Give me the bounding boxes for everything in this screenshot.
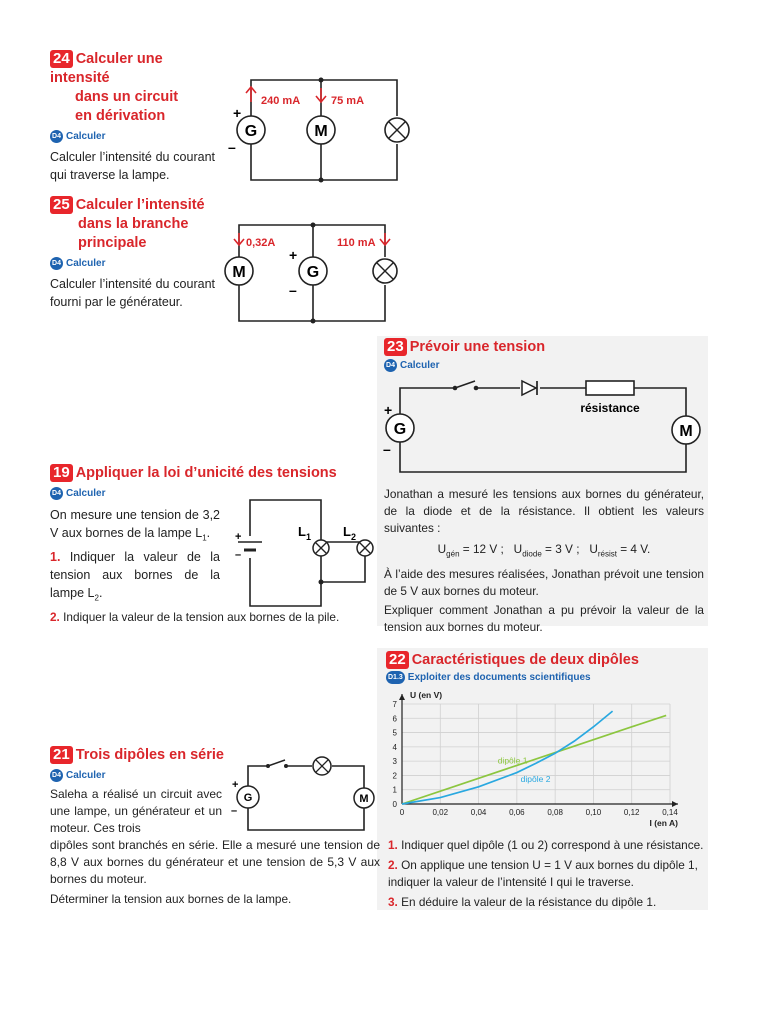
- exercise-23-paragraph-1: Jonathan a mesuré les tensions aux bornes du générateur, de la diode et de la résistance. Il obtient les valeurs suivantes :: [384, 487, 704, 535]
- skill-badge: D4 Calculer: [50, 257, 215, 270]
- exercise-22-title: 22 Caractéristiques de deux dipôles: [386, 651, 706, 670]
- y-tick-label: 6: [392, 714, 397, 724]
- exercise-22-question-3: 3. En déduire la valeur de la résistance du dipôle 1.: [388, 895, 657, 909]
- series-label-1: dipôle 1: [497, 755, 528, 766]
- lamp-symbol: [313, 757, 331, 775]
- svg-text:M: M: [359, 793, 369, 805]
- circuit-wire: [251, 144, 397, 180]
- current-label-2: 75 mA: [331, 95, 365, 107]
- junction-node: [319, 580, 324, 585]
- current-arrow: [316, 88, 326, 102]
- lamp-l2-symbol: [357, 540, 373, 556]
- svg-text:M: M: [314, 123, 328, 140]
- svg-text:M: M: [679, 423, 693, 440]
- exercise-22-questions: [388, 837, 704, 911]
- exercise-21-title: 21 Trois dipôles en série: [50, 746, 380, 765]
- skill-code: D4: [50, 257, 63, 270]
- junction-node: [311, 223, 316, 228]
- current-label-1: 0,32A: [246, 237, 276, 249]
- x-tick-label: 0,02: [432, 808, 449, 817]
- exercise-19-intro: On mesure une tension de 3,2 V aux bornes de la lampe $L_1$.: [50, 508, 220, 543]
- exercise-19-number: 19: [50, 464, 73, 482]
- lamp-l1-symbol: [313, 540, 329, 556]
- skill-code: D4: [50, 487, 63, 500]
- x-tick-label: 0,14: [662, 808, 678, 817]
- circuit-25: [225, 215, 415, 330]
- skill-code: D4: [50, 130, 63, 143]
- junction-node: [319, 78, 324, 83]
- exercise-23: [384, 338, 704, 372]
- circuit-wire: [400, 442, 686, 472]
- y-tick-label: 5: [392, 728, 397, 738]
- y-axis-arrow: [399, 694, 405, 700]
- minus-terminal: –: [289, 282, 297, 298]
- plus-terminal: +: [289, 247, 298, 263]
- exercise-22: [386, 651, 706, 684]
- exercise-23-paragraph-3: Expliquer comment Jonathan a pu prévoir la valeur de la tension aux bornes du moteur.: [384, 603, 704, 635]
- skill-badge: D4 Calculer: [384, 359, 704, 372]
- exercise-25: [50, 196, 215, 311]
- skill-code: D4: [50, 769, 63, 782]
- current-arrow: [380, 233, 390, 245]
- y-tick-label: 0: [392, 800, 397, 809]
- plus-terminal: +: [384, 402, 393, 418]
- exercise-24: [50, 50, 215, 184]
- y-axis-label: U (en V): [410, 690, 443, 700]
- exercise-19-question-1: 1. Indiquer la valeur de la tension aux bornes de la lampe $L_2$.: [50, 549, 220, 602]
- exercise-19-question-2: 2. Indiquer la valeur de la tension aux bornes de la pile.: [50, 610, 340, 624]
- y-tick-label: 3: [392, 757, 397, 767]
- exercise-25-title: 25 Calculer l’intensité dans la branche principale: [50, 196, 215, 253]
- motor-symbol: [225, 257, 253, 285]
- plus-terminal: +: [233, 105, 242, 121]
- x-axis-arrow: [672, 801, 678, 807]
- switch-symbol: [266, 760, 288, 768]
- skill-code: D1.3: [386, 671, 405, 684]
- resistor-symbol: [586, 381, 634, 395]
- series-line-1: [402, 715, 666, 804]
- current-label-2: 110 mA: [337, 237, 376, 249]
- circuit-23: [380, 378, 710, 478]
- x-tick-label: 0,08: [547, 808, 563, 817]
- exercise-24-number: 24: [50, 50, 73, 68]
- resistor-label: résistance: [580, 401, 640, 415]
- characteristic-chart: [380, 686, 700, 836]
- motor-symbol: [672, 416, 700, 444]
- skill-badge: D4 Calculer: [50, 130, 215, 143]
- exercise-21-text-b: dipôles sont branchés en série. Elle a mesuré une tension de 8,8 V aux bornes du générateur et une tension de 5,3 V aux bornes du moteur.: [50, 838, 380, 886]
- junction-node: [311, 319, 316, 324]
- y-tick-label: 2: [392, 771, 397, 781]
- voltage-values: $U_{gén} = 12$ V ; $U_{diode} = 3$ V ; $U_{résist} = 4$ V.: [437, 542, 651, 559]
- y-tick-label: 4: [392, 742, 397, 752]
- x-tick-label: 0: [399, 808, 405, 817]
- circuit-wire: [248, 808, 364, 830]
- battery-symbol: [238, 538, 262, 556]
- exercise-24-text: Calculer l’intensité du courant qui traverse la lampe.: [50, 150, 215, 182]
- exercise-22-number: 22: [386, 651, 409, 669]
- exercise-21-question: Déterminer la tension aux bornes de la lampe.: [50, 892, 292, 906]
- svg-text:G: G: [244, 123, 258, 140]
- current-label-1: 240 mA: [261, 95, 301, 107]
- lamp-l2-label: $L_2$: [343, 524, 356, 542]
- exercise-21-number: 21: [50, 746, 73, 764]
- exercise-19-title: 19 Appliquer la loi d’unicité des tensions: [50, 464, 380, 483]
- circuit-19: [235, 492, 385, 610]
- circuit-24: [225, 70, 415, 185]
- x-tick-label: 0,06: [509, 808, 525, 817]
- x-tick-label: 0,04: [470, 808, 487, 817]
- motor-symbol: [354, 788, 374, 808]
- y-tick-label: 1: [392, 785, 397, 795]
- x-axis-label: I (en A): [649, 818, 678, 828]
- current-arrow: [234, 233, 244, 245]
- exercise-25-text: Calculer l’intensité du courant fourni par le générateur.: [50, 277, 215, 309]
- exercise-22-question-1: 1. Indiquer quel dipôle (1 ou 2) correspond à une résistance.: [388, 838, 704, 852]
- circuit-wire: [248, 766, 268, 786]
- x-tick-label: 0,10: [585, 808, 602, 817]
- exercise-21-text-a: Saleha a réalisé un circuit avec une lampe, un générateur et un moteur. Ces trois: [50, 787, 222, 835]
- exercise-23-body: [384, 486, 704, 636]
- svg-text:G: G: [306, 264, 320, 281]
- circuit-21: [228, 752, 378, 834]
- generator-symbol: [299, 257, 327, 285]
- minus-terminal: –: [228, 139, 236, 155]
- diode-symbol: [522, 381, 537, 395]
- generator-symbol: [237, 116, 265, 144]
- lamp-symbol: [373, 259, 397, 283]
- circuit-wire: [634, 388, 686, 416]
- circuit-wire: [250, 500, 321, 606]
- switch-symbol: [453, 381, 479, 390]
- x-tick-label: 0,12: [623, 808, 640, 817]
- exercise-23-number: 23: [384, 338, 407, 356]
- circuit-wire: [400, 388, 455, 414]
- plus-terminal: +: [232, 779, 239, 791]
- minus-terminal: –: [235, 549, 242, 561]
- exercise-23-title: 23 Prévoir une tension: [384, 338, 704, 357]
- minus-terminal: –: [231, 805, 238, 817]
- junction-node: [319, 178, 324, 183]
- skill-badge: D4 Calculer: [50, 769, 380, 782]
- y-tick-label: 7: [392, 700, 397, 709]
- svg-text:G: G: [393, 421, 407, 438]
- exercise-23-paragraph-2: À l’aide des mesures réalisées, Jonathan prévoit une tension de 5 V aux bornes du moteur.: [384, 567, 704, 599]
- skill-badge: D4 Calculer: [50, 487, 380, 500]
- motor-symbol: [307, 116, 335, 144]
- skill-code: D4: [384, 359, 397, 372]
- series-label-2: dipôle 2: [520, 773, 551, 784]
- svg-text:M: M: [232, 264, 246, 281]
- lamp-symbol: [385, 118, 409, 142]
- skill-badge: D1.3 Exploiter des documents scientifiques: [388, 672, 591, 683]
- exercise-25-number: 25: [50, 196, 73, 214]
- lamp-l1-label: $L_1$: [298, 524, 311, 542]
- current-arrow: [246, 87, 256, 102]
- plus-terminal: +: [235, 531, 242, 543]
- circuit-wire: [239, 285, 385, 321]
- exercise-24-title: 24 Calculer une intensité dans un circuit en dérivation: [50, 50, 179, 124]
- svg-text:G: G: [243, 792, 253, 804]
- circuit-wire: [332, 766, 364, 788]
- minus-terminal: –: [383, 441, 391, 457]
- generator-symbol: [386, 414, 414, 442]
- generator-symbol: [237, 786, 259, 808]
- exercise-22-question-2: 2. On applique une tension U = 1 V aux bornes du dipôle 1, indiquer la valeur de l’intensité I qui le traverse.: [388, 858, 698, 889]
